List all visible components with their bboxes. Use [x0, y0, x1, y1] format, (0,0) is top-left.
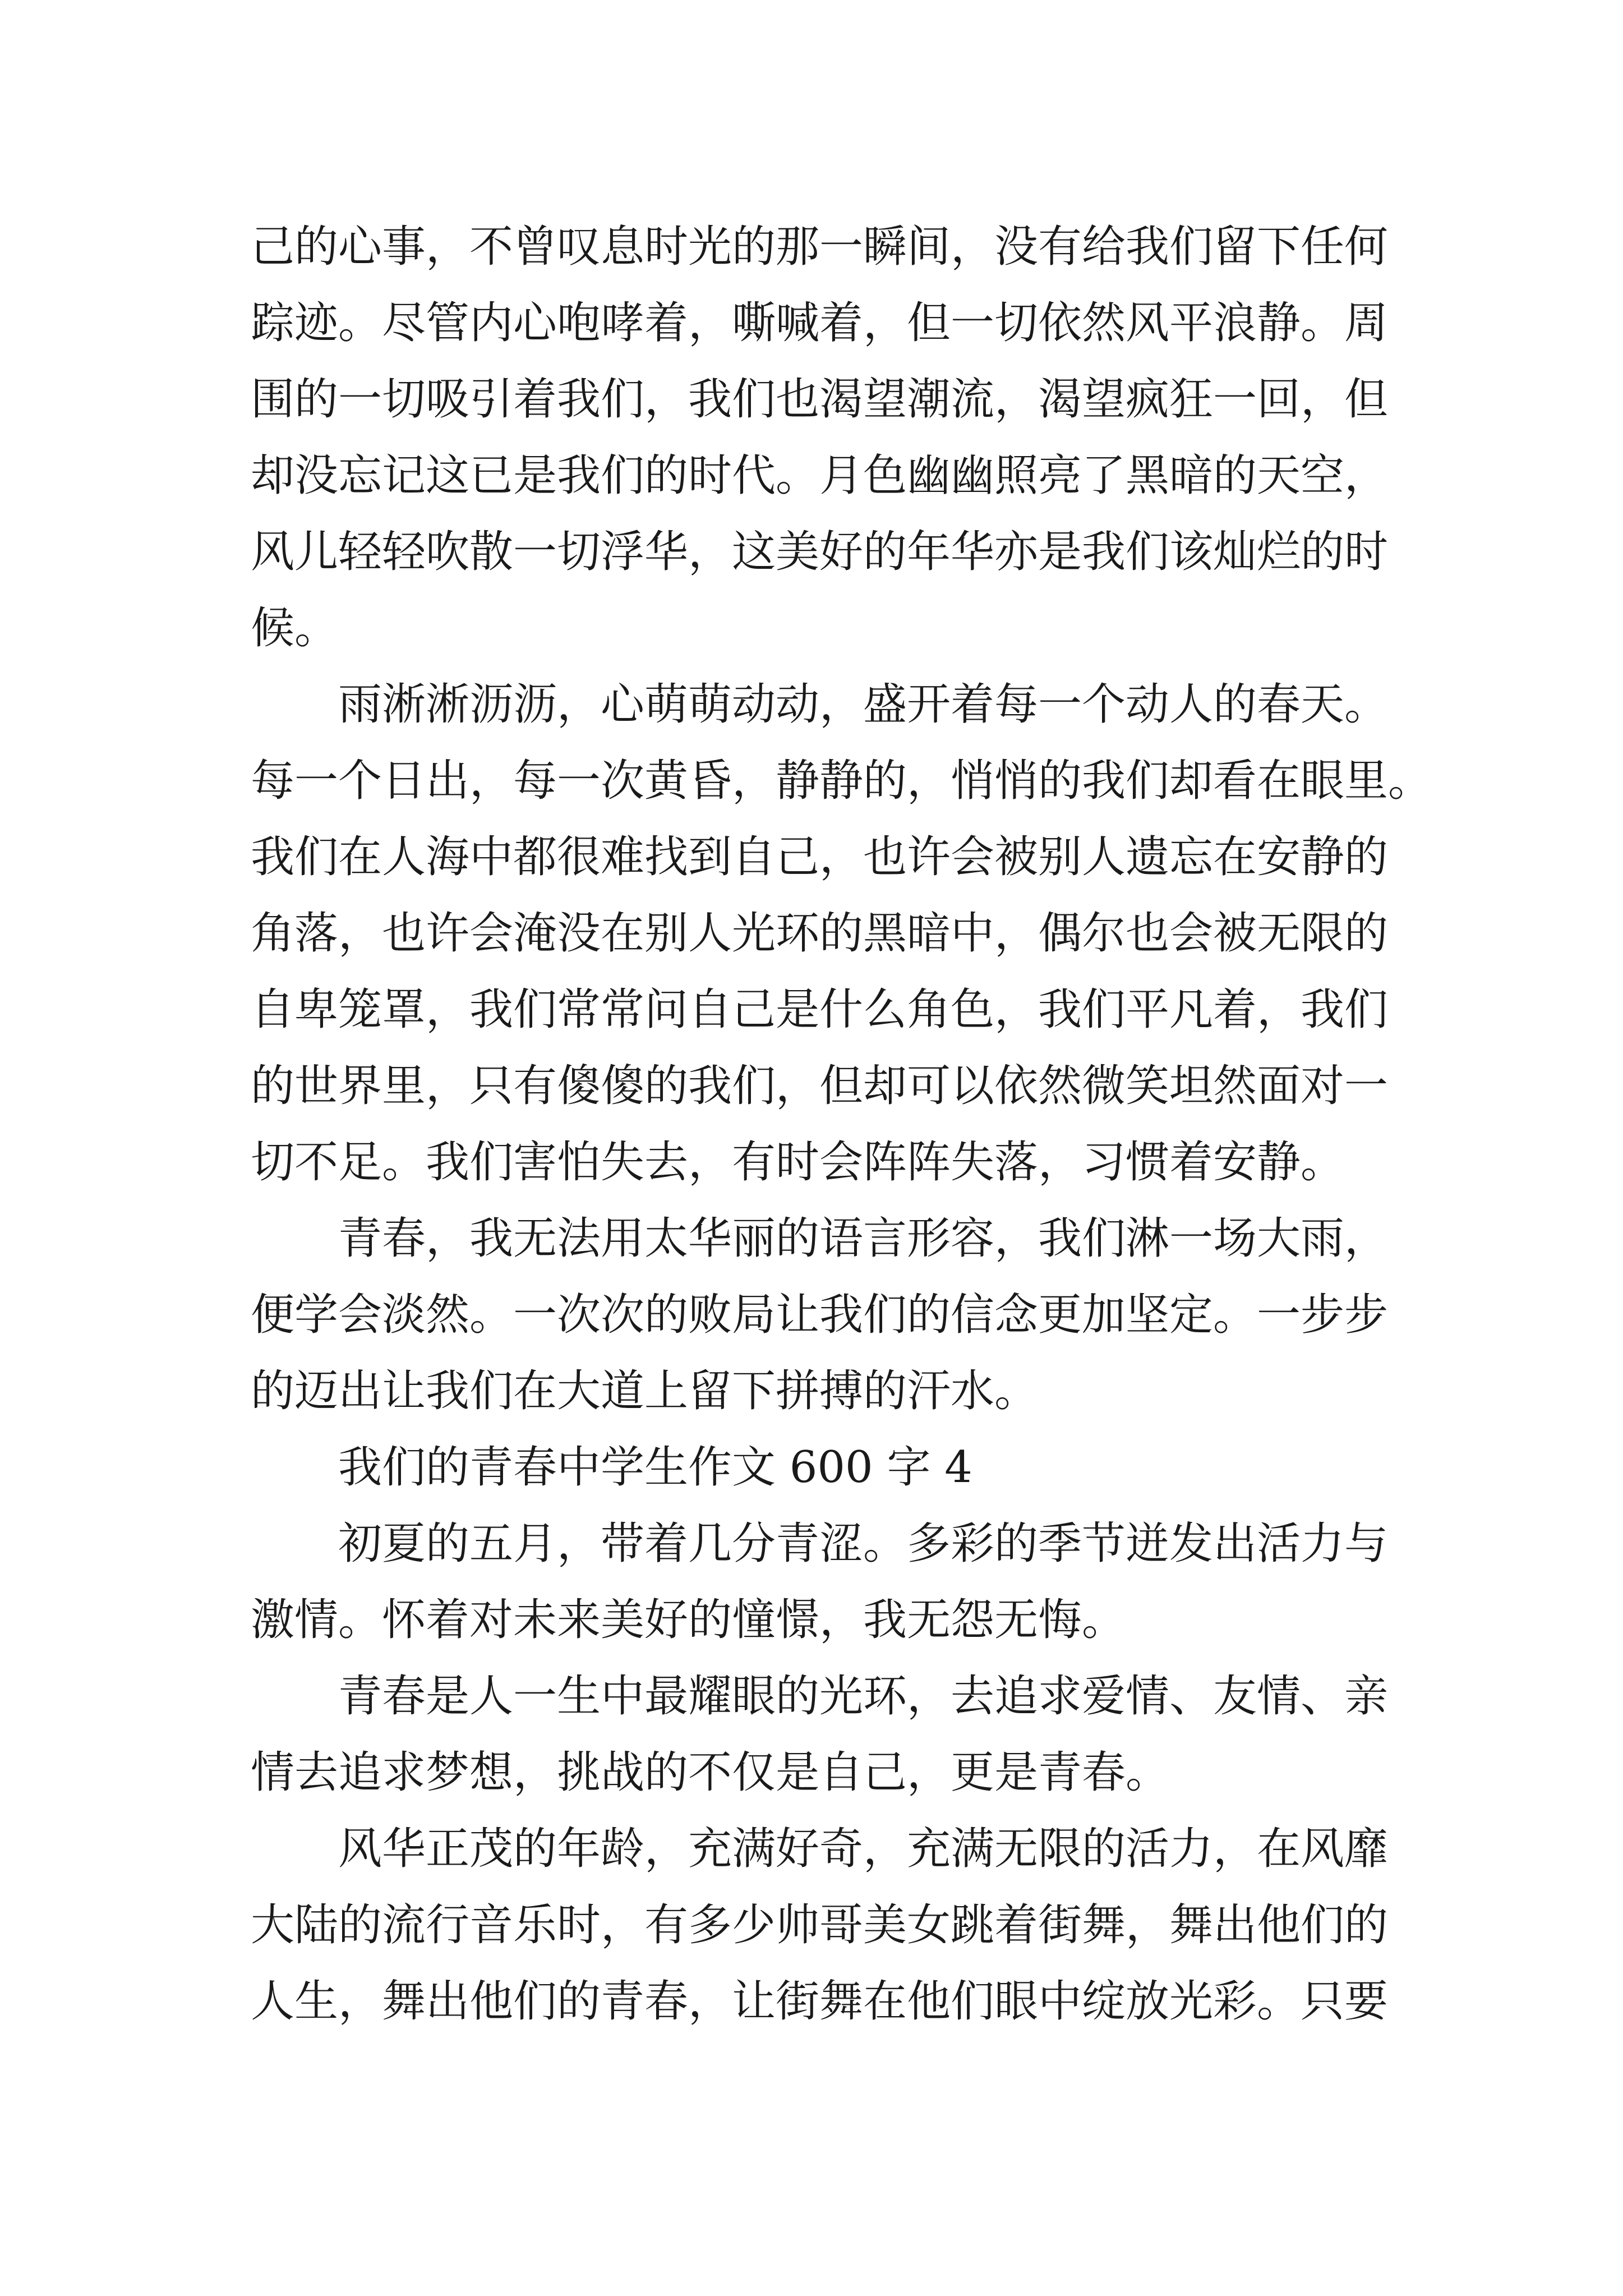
text-line: 围的一切吸引着我们，我们也渴望潮流，渴望疯狂一回，但: [251, 374, 1389, 425]
text-line: 切不足。我们害怕失去，有时会阵阵失落，习惯着安静。: [251, 1137, 1345, 1188]
paragraph-start-line: 青春，我无法用太华丽的语言形容，我们淋一场大雨，: [338, 1213, 1389, 1264]
paragraph-start-line: 初夏的五月，带着几分青涩。多彩的季节迸发出活力与: [338, 1519, 1389, 1569]
text-line: 的世界里，只有傻傻的我们，但却可以依然微笑坦然面对一: [251, 1061, 1389, 1111]
text-line: 便学会淡然。一次次的败局让我们的信念更加坚定。一步步: [251, 1290, 1389, 1340]
text-line: 己的心事，不曾叹息时光的那一瞬间，没有给我们留下任何: [251, 222, 1389, 272]
paragraph-start-line: 风华正茂的年龄，充满好奇，充满无限的活力，在风靡: [338, 1824, 1389, 1874]
text-line: 我们在人海中都很难找到自己，也许会被别人遗忘在安静的: [251, 832, 1389, 882]
essay-body: [251, 209, 1432, 2040]
text-line: 的迈出让我们在大道上留下拼搏的汗水。: [251, 1366, 1039, 1416]
text-line: 每一个日出，每一次黄昏，静静的，悄悄的我们却看在眼里。: [251, 756, 1432, 806]
text-line: 激情。怀着对未来美好的憧憬，我无怨无悔。: [251, 1595, 1126, 1645]
text-line: 踪迹。尽管内心咆哮着，嘶喊着，但一切依然风平浪静。周: [251, 298, 1389, 348]
text-line: 候。: [251, 603, 339, 654]
text-line: 风儿轻轻吹散一切浮华，这美好的年华亦是我们该灿烂的时: [251, 527, 1389, 577]
text-line: 人生，舞出他们的青春，让街舞在他们眼中绽放光彩。只要: [251, 1976, 1389, 2027]
section-heading: 我们的青春中学生作文 600 字 4: [338, 1442, 972, 1493]
text-line: 情去追求梦想，挑战的不仅是自己，更是青春。: [251, 1747, 1170, 1798]
text-line: 大陆的流行音乐时，有多少帅哥美女跳着街舞，舞出他们的: [251, 1900, 1389, 1950]
text-line: 却没忘记这已是我们的时代。月色幽幽照亮了黑暗的天空，: [251, 450, 1389, 501]
paragraph-start-line: 雨淅淅沥沥，心萌萌动动，盛开着每一个动人的春天。: [338, 679, 1389, 730]
text-line: 角落，也许会淹没在别人光环的黑暗中，偶尔也会被无限的: [251, 908, 1389, 959]
text-line: 自卑笼罩，我们常常问自己是什么角色，我们平凡着，我们: [251, 984, 1389, 1035]
paragraph-start-line: 青春是人一生中最耀眼的光环，去追求爱情、友情、亲: [338, 1671, 1389, 1722]
